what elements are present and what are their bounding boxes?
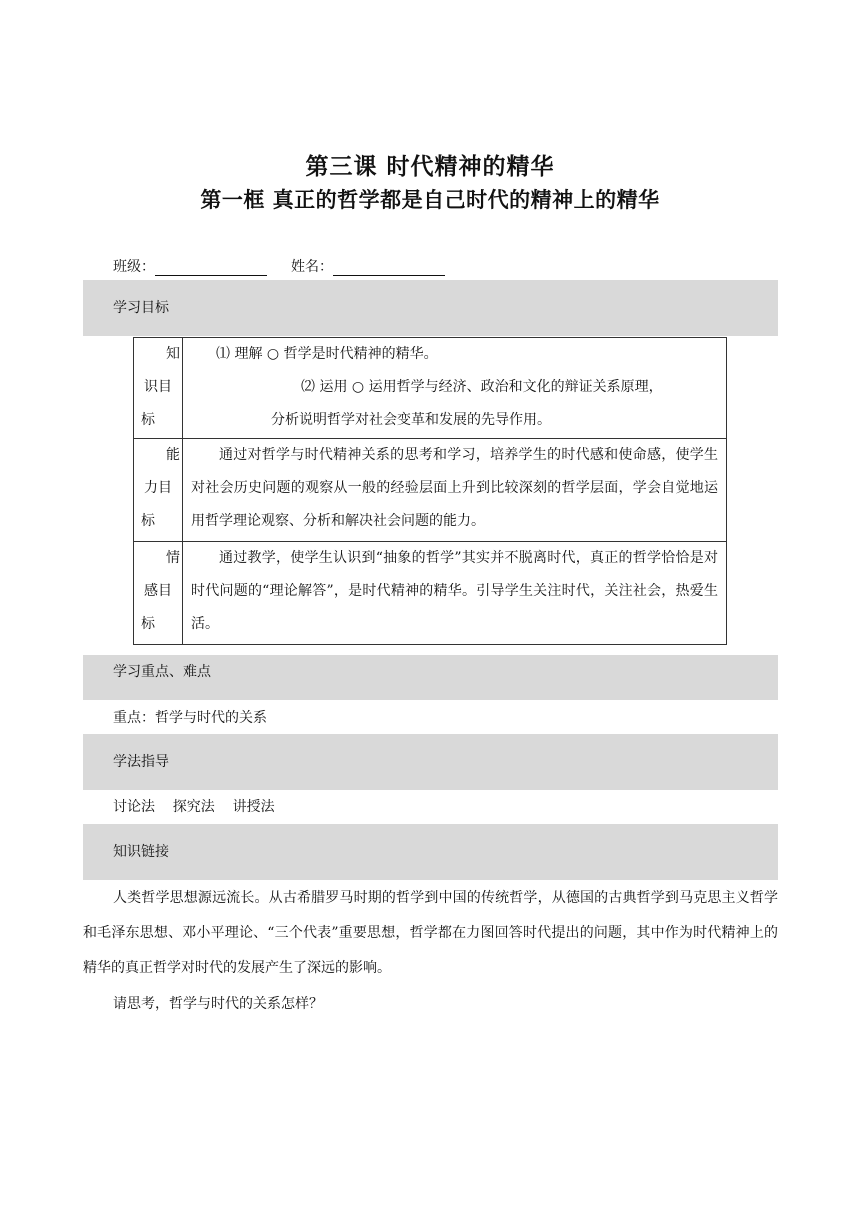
objective-content-knowledge: ⑴ 理解 ○ 哲学是时代精神的精华。 ⑵ 运用 ○ 运用哲学与经济、政治和文化的辩证关系原理， 分析说明哲学对社会变革和发展的先导作用。 xyxy=(183,338,727,439)
method-text: 讨论法 探究法 讲授法 xyxy=(113,799,275,815)
section-focus-title: 学习重点、难点 xyxy=(113,664,211,680)
section-objectives-title: 学习目标 xyxy=(113,300,169,316)
objective-content-ability: 通过对哲学与时代精神关系的思考和学习，培养学生的时代感和使命感，使学生对社会历史问题的观察从一般的经验层面上升到比较深刻的哲学层面，学会自觉地运用哲学理论观察、分析和解决社会问题的能力。 xyxy=(183,439,727,542)
focus-text: 重点：哲学与时代的关系 xyxy=(113,710,267,726)
class-label: 班级： xyxy=(113,259,155,275)
class-blank xyxy=(155,260,267,276)
name-label: 姓名： xyxy=(291,259,333,275)
section-method xyxy=(83,734,778,790)
name-blank xyxy=(333,260,445,276)
objective-label-emotion: 情 感目 标 xyxy=(134,542,183,645)
student-info xyxy=(113,256,445,276)
section-method-title: 学法指导 xyxy=(113,754,169,770)
lesson-subtitle: 第一框 真正的哲学都是自己时代的精神上的精华 xyxy=(200,188,660,212)
objective-label-knowledge: 知 识目 标 xyxy=(134,338,183,439)
objective-label-ability: 能 力目 标 xyxy=(134,439,183,542)
objective-row-knowledge xyxy=(134,338,727,439)
link-text: 人类哲学思想源远流长。从古希腊罗马时期的哲学到中国的传统哲学，从德国的古典哲学到马克思主义哲学和毛泽东思想、邓小平理论、“三个代表”重要思想，哲学都在力图回答时代提出的问题，其中作为时代精神上的精华的真正哲学对时代的发展产生了深远的影响。 xyxy=(83,890,778,976)
objective-row-ability xyxy=(134,439,727,542)
section-link-title: 知识链接 xyxy=(113,844,169,860)
objectives-table xyxy=(133,337,727,645)
section-focus xyxy=(83,655,778,700)
objective-content-emotion: 通过教学，使学生认识到“抽象的哲学”其实并不脱离时代，真正的哲学恰恰是对时代问题的“理论解答”，是时代精神的精华。引导学生关注时代，关注社会，热爱生活。 xyxy=(183,542,727,645)
lesson-title: 第三课 时代精神的精华 xyxy=(305,154,555,180)
section-link xyxy=(83,824,778,880)
section-objectives xyxy=(83,280,778,336)
question-text: 请思考，哲学与时代的关系怎样？ xyxy=(113,996,323,1012)
objective-row-emotion xyxy=(134,542,727,645)
